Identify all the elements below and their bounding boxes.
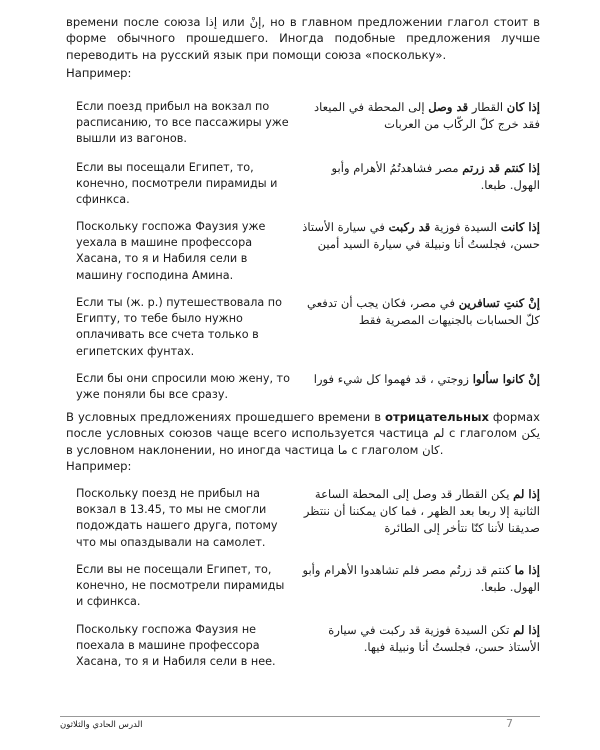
paragraph-text: в условном наклонении, но иногда частица — [66, 442, 338, 457]
arabic-particle: ما — [337, 442, 348, 457]
paragraph-text: В условных предложениях прошедшего времени в — [66, 410, 386, 424]
arabic-sentence: إذا لم تكن السيدة فوزية قد ركبت في سيارة الأستاذ حسن، فجلستُ أنا ونبيلة فيها. — [328, 623, 540, 654]
arabic-verb: يكن — [521, 426, 540, 441]
russian-translation: Поскольку госпожа Фаузия не поехала в машине профессора Хасана, то я и Набиля сели в нее. — [76, 623, 276, 669]
arabic-sentence: إنْ كانوا سألوا زوجتي ، قد فهموا كل شيء فورا — [313, 372, 540, 386]
russian-translation: Если бы они спросили мою жену, то уже поняли бы все сразу. — [76, 372, 290, 402]
intro-text: , но в главном предложении глагол стоит в форме обычного прошедшего. Иногда подобные предложения лучше переводить на русский язык при помощи союза «поскольку». — [66, 15, 541, 62]
paragraph-text: формах после условных союзов чаще всего используется частица — [66, 410, 540, 441]
arabic-conjunction: إذا — [205, 15, 218, 29]
arabic-sentence: إذا لم يكن القطار قد وصل إلى المحطة الساعة الثانية إلا ربعا بعد الظهر ، فما كان يمكننا أن ننتظر صديقنا لأننا كنّا نتأخر إلى الطائرة — [303, 487, 540, 535]
arabic-sentence: إذا كانت السيدة فوزية قد ركبت في سيارة الأستاذ حسن، فجلستُ أنا ونبيلة في سيارة السيد أمين — [302, 220, 540, 251]
paragraph-text: с глаголом — [444, 426, 522, 441]
arabic-sentence: إذا ما كنتم قد زرتُم مصر فلم تشاهدوا الأهرام وأبو الهول. طبعا. — [302, 563, 540, 594]
arabic-particle: لم — [433, 426, 445, 441]
russian-translation: Если поезд прибыл на вокзал по расписанию, то все пассажиры уже вышли из вагонов. — [76, 100, 289, 146]
footer-lesson-title: الدرس الحادي والثلاثون — [60, 720, 143, 730]
intro-text: времени после союза — [66, 15, 206, 29]
russian-translation: Поскольку поезд не прибыл на вокзал в 13.45, то мы не смогли подождать нашего друга, потому что мы опаздывали на самолет. — [76, 487, 278, 549]
arabic-sentence: إذا كنتم قد زرتم مصر فشاهدتُمُ الأهرام وأبو الهول. طبعا. — [331, 161, 540, 192]
russian-translation: Поскольку госпожа Фаузия уже уехала в машине профессора Хасана, то я и Набиля сели в машину господина Амина. — [76, 220, 266, 282]
example-label: Например: — [66, 66, 132, 80]
footer-divider — [60, 716, 540, 717]
intro-paragraph — [66, 14, 540, 63]
arabic-sentence: إنْ كنتِ تسافرين في مصر، فكان يجب أن تدفعي كلّ الحسابات بالجنيهات المصرية فقط — [307, 296, 540, 327]
page-number: 7 — [506, 717, 513, 730]
intro-text: или — [217, 15, 250, 29]
russian-translation: Если вы посещали Египет, то, конечно, посмотрели пирамиды и сфинкса. — [76, 161, 278, 207]
arabic-conjunction: إنْ — [249, 15, 262, 29]
example-label: Например: — [66, 459, 132, 473]
emphasis-negative: отрицательных — [385, 410, 489, 424]
arabic-verb: كان — [422, 442, 440, 457]
negative-forms-paragraph — [66, 409, 540, 458]
paragraph-text: . — [439, 442, 444, 457]
russian-translation: Если вы не посещали Египет, то, конечно, не посмотрели пирамиды и сфинкса. — [76, 563, 285, 609]
arabic-sentence: إذا كان القطار قد وصل إلى المحطة في الميعاد فقد خرج كلّ الركّاب من العربات — [313, 100, 540, 131]
paragraph-text: с глаголом — [347, 442, 423, 457]
russian-translation: Если ты (ж. р.) путешествовала по Египту, то тебе было нужно оплачивать все счета только в египетских фунтах. — [76, 296, 282, 358]
